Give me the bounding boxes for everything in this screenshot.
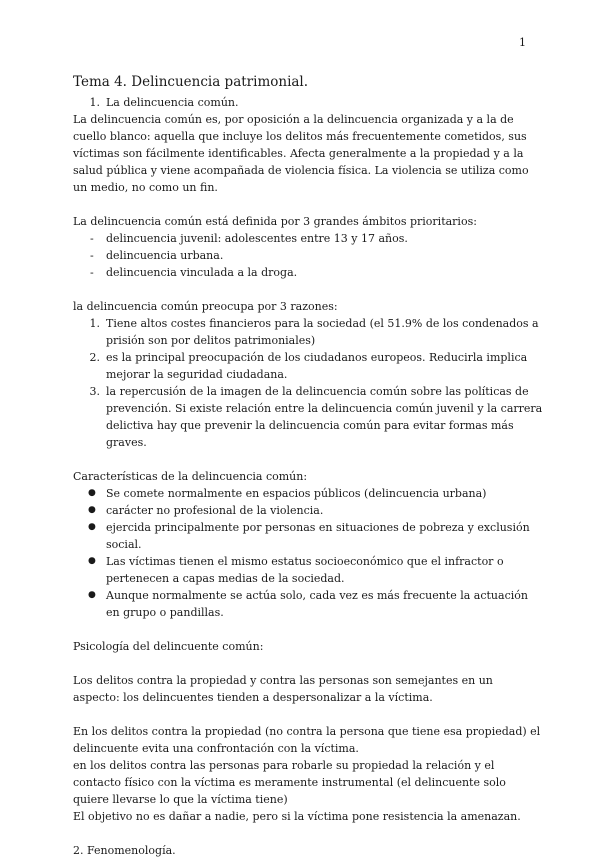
list-item: ● Aunque normalmente se actúa solo, cada vez es más frecuente la actuación en grupo o pandillas. xyxy=(73,587,543,621)
razones-list xyxy=(73,315,543,451)
list-item: ● carácter no profesional de la violencia. xyxy=(73,502,543,519)
psicologia-paragraph-3: en los delitos contra las personas para robarle su propiedad la relación y el contacto físico con la víctima es meramente instrumental (el delincuente solo quiere llevarse lo que la víctima tiene) xyxy=(73,759,506,806)
list-item: ● Se comete normalmente en espacios públicos (delincuencia urbana) xyxy=(73,485,543,502)
bullet-icon: ● xyxy=(88,522,96,532)
bullet-icon: ● xyxy=(88,505,96,515)
page-number: 1 xyxy=(519,36,526,49)
caracteristicas-intro: Características de la delincuencia común: xyxy=(73,470,308,483)
section-label: La delincuencia común. xyxy=(106,96,239,109)
bullet-icon: ● xyxy=(88,556,96,566)
bullet-icon: ● xyxy=(88,590,96,600)
bullet-icon: ● xyxy=(88,488,96,498)
list-item: 1. Tiene altos costes financieros para la sociedad (el 51.9% de los condenados a prisión son por delitos patrimoniales) xyxy=(89,317,539,347)
document-title: Tema 4. Delincuencia patrimonial. xyxy=(73,74,309,90)
section-heading-1 xyxy=(73,94,543,111)
list-item: - delincuencia juvenil: adolescentes entre 13 y 17 años. xyxy=(90,232,408,245)
list-item: 2. es la principal preocupación de los ciudadanos europeos. Reducirla implica mejorar la seguridad ciudadana. xyxy=(89,351,528,381)
document-body xyxy=(73,72,543,859)
list-item: - delincuencia urbana. xyxy=(90,249,224,262)
caracteristicas-list xyxy=(73,485,543,621)
list-item: ● ejercida principalmente por personas en situaciones de pobreza y exclusión social. xyxy=(73,519,543,553)
intro-paragraph: La delincuencia común es, por oposición a la delincuencia organizada y a la de cuello blanco: aquella que incluye los delitos más frecuentemente cometidos, sus víctimas son fácilmente identificables. Afecta generalmente a la propiedad y a la salud pública y viene acompañada de violencia física. La violencia se utiliza como un medio, no como un fin. xyxy=(73,113,529,194)
psicologia-paragraph-1: Los delitos contra la propiedad y contra las personas son semejantes en un aspecto: los delincuentes tienden a despersonalizar a la víctima. xyxy=(73,674,493,704)
psicologia-paragraph-4: El objetivo no es dañar a nadie, pero si la víctima pone resistencia la amenazan. xyxy=(73,810,521,823)
psicologia-heading: Psicología del delincuente común: xyxy=(73,640,264,653)
psicologia-paragraph-2: En los delitos contra la propiedad (no contra la persona que tiene esa propiedad) el delincuente evita una confrontación con la víctima. xyxy=(73,725,541,755)
section-heading-2: 2. Fenomenología. xyxy=(73,844,176,857)
list-item: 3. la repercusión de la imagen de la delincuencia común sobre las políticas de prevención. Si existe relación entre la delincuencia común juvenil y la carrera delictiva hay que prevenir la delincuencia común para evitar formas más graves. xyxy=(89,385,543,449)
razones-intro: la delincuencia común preocupa por 3 razones: xyxy=(73,300,338,313)
list-item: - delincuencia vinculada a la droga. xyxy=(90,266,298,279)
list-item: ● Las víctimas tienen el mismo estatus socioeconómico que el infractor o pertenecen a capas medias de la sociedad. xyxy=(73,553,543,587)
list-number: 1. xyxy=(89,96,100,109)
ambitos-intro: La delincuencia común está definida por 3 grandes ámbitos prioritarios: xyxy=(73,215,477,228)
ambitos-list xyxy=(73,230,543,281)
